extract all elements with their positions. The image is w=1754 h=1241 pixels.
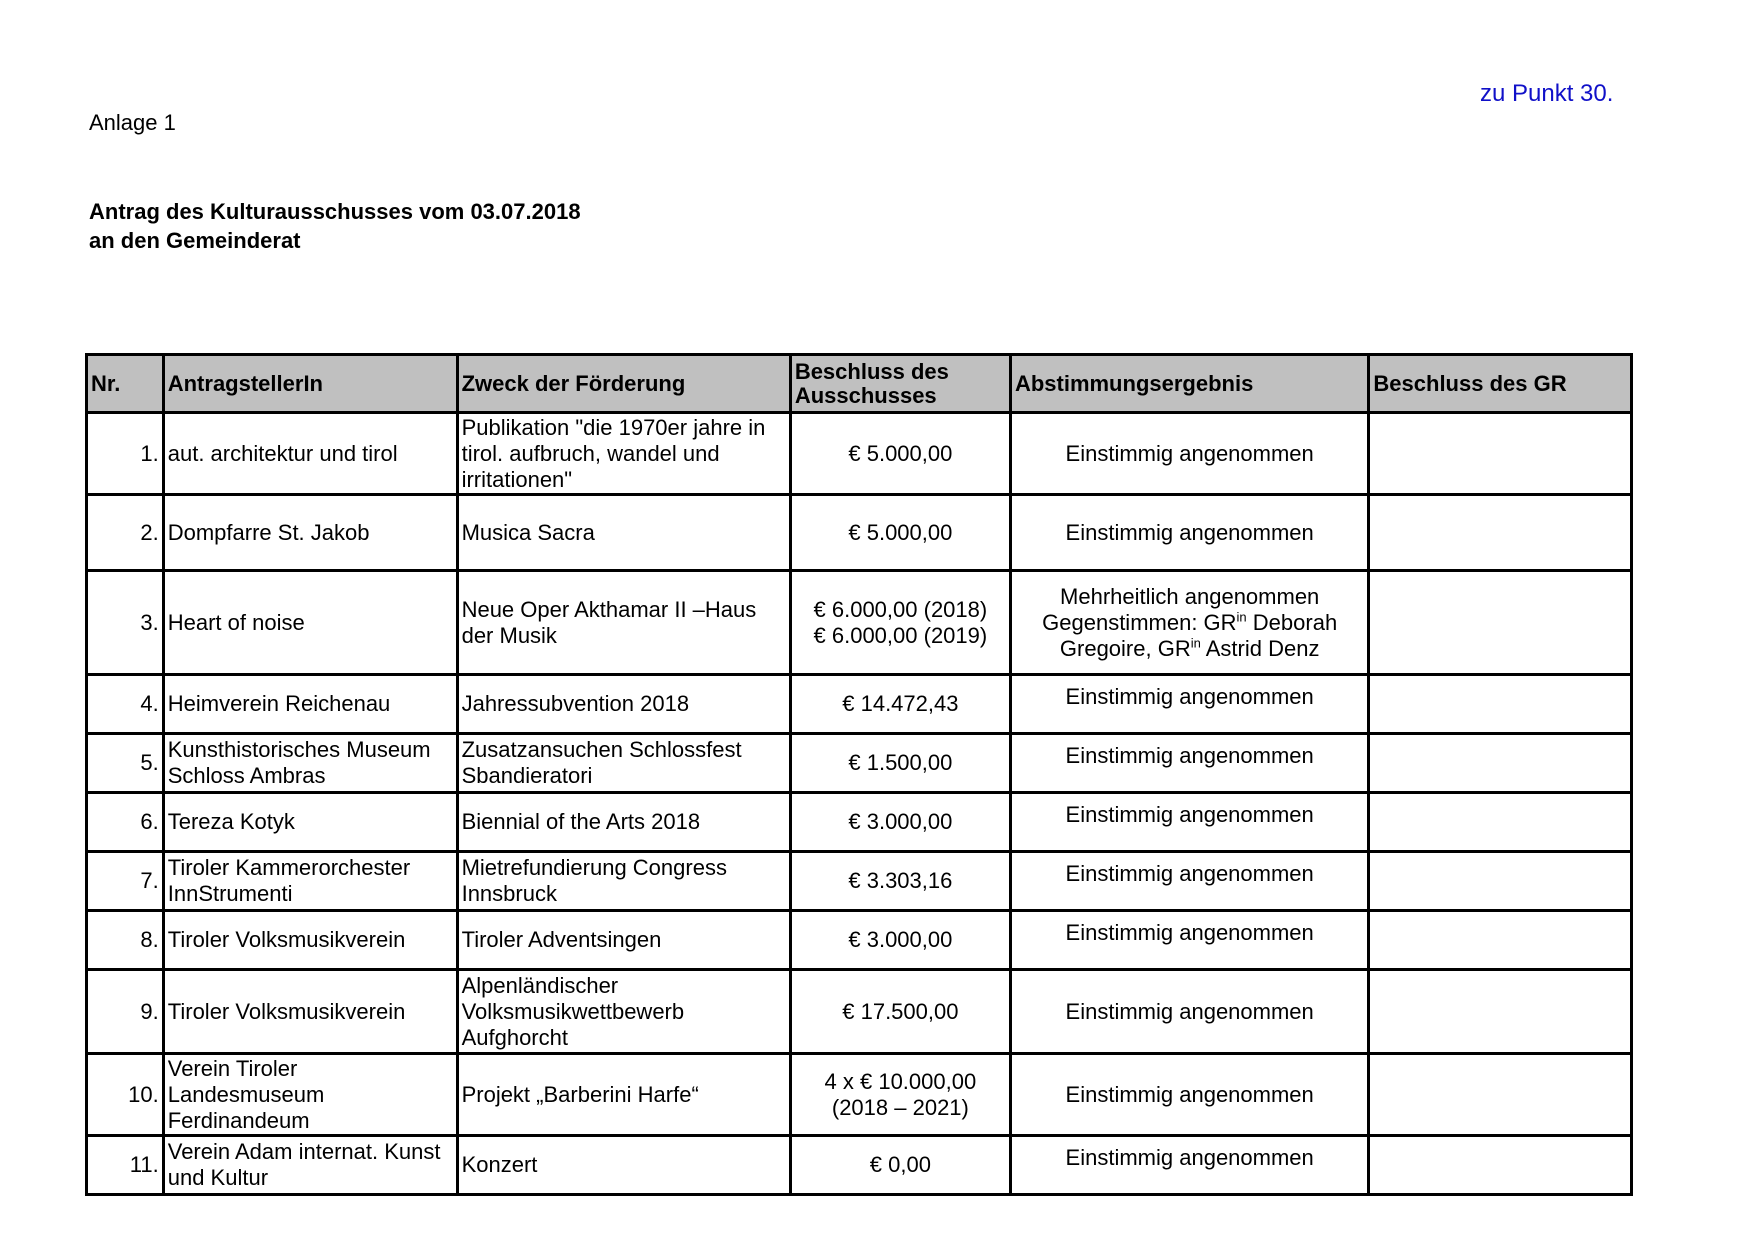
row-vote: Einstimmig angenommen bbox=[1010, 793, 1368, 852]
row-amount: € 5.000,00 bbox=[790, 495, 1010, 571]
row-vote: Einstimmig angenommen bbox=[1010, 413, 1368, 495]
row-purpose: Tiroler Adventsingen bbox=[457, 911, 790, 970]
row-nr: 7. bbox=[87, 852, 164, 911]
row-nr: 10. bbox=[87, 1054, 164, 1136]
row-vote: Einstimmig angenommen bbox=[1010, 911, 1368, 970]
row-purpose: Alpenländischer Volksmusikwettbewerb Aufghorcht bbox=[457, 970, 790, 1054]
row-council-decision bbox=[1369, 413, 1632, 495]
row-purpose: Publikation "die 1970er jahre in tirol. aufbruch, wandel und irritationen" bbox=[457, 413, 790, 495]
row-vote: Einstimmig angenommen bbox=[1010, 1054, 1368, 1136]
row-amount: € 1.500,00 bbox=[790, 734, 1010, 793]
vote-line: Gregoire, $GR^{in}$ Astrid Denz bbox=[1059, 635, 1320, 661]
row-purpose: Musica Sacra bbox=[457, 495, 790, 571]
row-council-decision bbox=[1369, 852, 1632, 911]
row-nr: 4. bbox=[87, 675, 164, 734]
row-amount bbox=[790, 571, 1010, 675]
row-amount: € 17.500,00 bbox=[790, 970, 1010, 1054]
title-line-1: Antrag des Kulturausschusses vom 03.07.2018 bbox=[89, 199, 581, 224]
row-council-decision bbox=[1369, 495, 1632, 571]
row-applicant: Tiroler Volksmusikverein bbox=[163, 911, 457, 970]
header-committee-decision: Beschluss des Ausschusses bbox=[790, 355, 1010, 413]
row-purpose: Projekt „Barberini Harfe“ bbox=[457, 1054, 790, 1136]
row-purpose: Neue Oper Akthamar II –Haus der Musik bbox=[457, 571, 790, 675]
table-row bbox=[87, 675, 1632, 734]
row-applicant: Kunsthistorisches Museum Schloss Ambras bbox=[163, 734, 457, 793]
row-amount: € 5.000,00 bbox=[790, 413, 1010, 495]
row-applicant: Tiroler Volksmusikverein bbox=[163, 970, 457, 1054]
row-amount: € 3.000,00 bbox=[790, 793, 1010, 852]
row-vote: Einstimmig angenommen bbox=[1010, 852, 1368, 911]
row-nr: 1. bbox=[87, 413, 164, 495]
amount-line: € 6.000,00 (2019) bbox=[813, 622, 988, 648]
table-row bbox=[87, 734, 1632, 793]
row-council-decision bbox=[1369, 911, 1632, 970]
header-applicant: AntragstellerIn bbox=[163, 355, 457, 413]
row-nr: 9. bbox=[87, 970, 164, 1054]
document-title bbox=[89, 197, 581, 255]
row-nr: 6. bbox=[87, 793, 164, 852]
row-vote: Einstimmig angenommen bbox=[1010, 495, 1368, 571]
row-amount: € 14.472,43 bbox=[790, 675, 1010, 734]
row-purpose: Konzert bbox=[457, 1136, 790, 1195]
row-purpose: Mietrefundierung Congress Innsbruck bbox=[457, 852, 790, 911]
table-row bbox=[87, 1136, 1632, 1195]
row-vote: Einstimmig angenommen bbox=[1010, 734, 1368, 793]
row-amount: € 0,00 bbox=[790, 1136, 1010, 1195]
table-row bbox=[87, 495, 1632, 571]
row-applicant: Verein Adam internat. Kunst und Kultur bbox=[163, 1136, 457, 1195]
vote-line: Gegenstimmen: $GR^{in}$ Deborah bbox=[1042, 609, 1338, 635]
row-applicant: Heart of noise bbox=[163, 571, 457, 675]
table-header-row bbox=[87, 355, 1632, 413]
row-purpose: Zusatzansuchen Schlossfest Sbandieratori bbox=[457, 734, 790, 793]
row-amount: € 3.303,16 bbox=[790, 852, 1010, 911]
table-row bbox=[87, 970, 1632, 1054]
row-nr: 3. bbox=[87, 571, 164, 675]
row-council-decision bbox=[1369, 734, 1632, 793]
table-row bbox=[87, 911, 1632, 970]
row-nr: 2. bbox=[87, 495, 164, 571]
row-amount: € 3.000,00 bbox=[790, 911, 1010, 970]
row-applicant: Tiroler Kammerorchester InnStrumenti bbox=[163, 852, 457, 911]
row-purpose: Jahressubvention 2018 bbox=[457, 675, 790, 734]
row-nr: 5. bbox=[87, 734, 164, 793]
table-row bbox=[87, 413, 1632, 495]
vote-line: Mehrheitlich angenommen bbox=[1060, 583, 1320, 609]
header-vote-result: Abstimmungsergebnis bbox=[1010, 355, 1368, 413]
row-purpose: Biennial of the Arts 2018 bbox=[457, 793, 790, 852]
header-purpose: Zweck der Förderung bbox=[457, 355, 790, 413]
row-council-decision bbox=[1369, 970, 1632, 1054]
amount-line: (2018 – 2021) bbox=[831, 1094, 969, 1120]
attachment-label: Anlage 1 bbox=[89, 110, 176, 135]
agenda-reference: zu Punkt 30. bbox=[1480, 80, 1614, 107]
row-vote bbox=[1010, 571, 1368, 675]
amount-line: 4 x € 10.000,00 bbox=[824, 1068, 977, 1094]
title-line-2: an den Gemeinderat bbox=[89, 228, 301, 253]
row-council-decision bbox=[1369, 1136, 1632, 1195]
row-council-decision bbox=[1369, 793, 1632, 852]
header-nr: Nr. bbox=[87, 355, 164, 413]
table-row bbox=[87, 1054, 1632, 1136]
table-row bbox=[87, 793, 1632, 852]
funding-table bbox=[85, 353, 1633, 1196]
row-applicant: Tereza Kotyk bbox=[163, 793, 457, 852]
row-vote: Einstimmig angenommen bbox=[1010, 1136, 1368, 1195]
table-row bbox=[87, 571, 1632, 675]
row-council-decision bbox=[1369, 1054, 1632, 1136]
row-vote: Einstimmig angenommen bbox=[1010, 970, 1368, 1054]
row-applicant: Dompfarre St. Jakob bbox=[163, 495, 457, 571]
row-council-decision bbox=[1369, 571, 1632, 675]
row-nr: 8. bbox=[87, 911, 164, 970]
row-nr: 11. bbox=[87, 1136, 164, 1195]
row-applicant: aut. architektur und tirol bbox=[163, 413, 457, 495]
header-council-decision: Beschluss des GR bbox=[1369, 355, 1632, 413]
row-vote: Einstimmig angenommen bbox=[1010, 675, 1368, 734]
row-applicant: Verein Tiroler Landesmuseum Ferdinandeum bbox=[163, 1054, 457, 1136]
row-applicant: Heimverein Reichenau bbox=[163, 675, 457, 734]
row-council-decision bbox=[1369, 675, 1632, 734]
row-amount bbox=[790, 1054, 1010, 1136]
amount-line: € 6.000,00 (2018) bbox=[813, 596, 988, 622]
table-row bbox=[87, 852, 1632, 911]
